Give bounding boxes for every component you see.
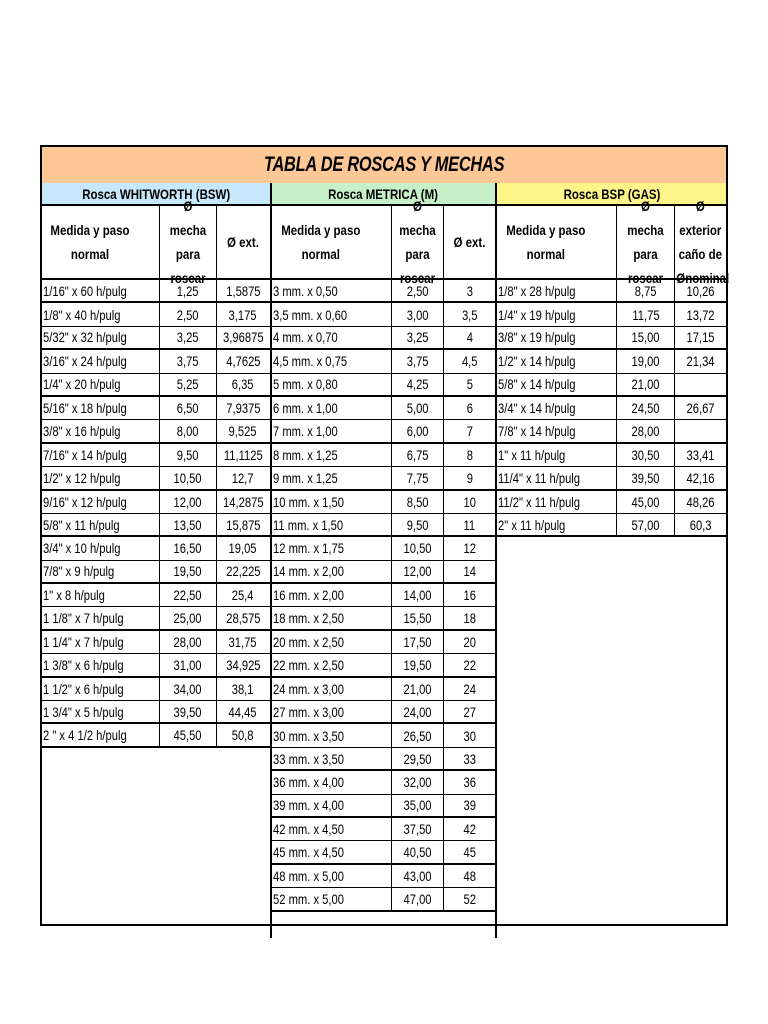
measure-cell: 5/8" x 14 h/pulg xyxy=(497,374,617,395)
drill-cell: 10,50 xyxy=(392,537,444,559)
drill-cell: 32,00 xyxy=(392,771,444,793)
table-row xyxy=(272,654,495,677)
measure-cell: 3/4" x 10 h/pulg xyxy=(42,537,160,559)
drill-cell: 28,00 xyxy=(617,420,675,441)
ext-cell: 11 xyxy=(463,516,476,533)
drill-cell: 57,00 xyxy=(617,514,675,535)
table-row xyxy=(497,420,726,443)
table-row xyxy=(42,327,270,350)
table-row xyxy=(272,280,495,303)
ext-cell: 3,5 xyxy=(461,306,478,323)
table-row xyxy=(42,303,270,326)
drill-cell: 19,50 xyxy=(392,654,444,675)
measure-cell: 30 mm. x 3,50 xyxy=(272,724,392,746)
drill-cell: 9,50 xyxy=(160,444,217,466)
ext-cell: 12,7 xyxy=(232,469,254,486)
drill-cell: 17,50 xyxy=(392,631,444,653)
table-row xyxy=(272,514,495,537)
ext-cell: 27 xyxy=(463,703,476,720)
ext-cell: 10,26 xyxy=(686,282,715,299)
ext-cell: 19,05 xyxy=(228,540,258,557)
ext-cell: 6 xyxy=(466,400,473,417)
ext-cell: 9,525 xyxy=(228,423,258,440)
ext-cell: 1,5875 xyxy=(225,282,261,299)
measure-cell: 33 mm. x 3,50 xyxy=(272,748,392,769)
drill-cell: 6,75 xyxy=(392,444,444,466)
table-row xyxy=(42,280,270,303)
ext-cell: 45 xyxy=(463,844,476,861)
measure-cell: 22 mm. x 2,50 xyxy=(272,654,392,675)
ext-cell xyxy=(675,374,726,395)
table-row xyxy=(497,444,726,467)
drill-cell: 35,00 xyxy=(392,795,444,816)
table-row xyxy=(42,724,270,747)
measure-cell: 3/4" x 14 h/pulg xyxy=(497,397,617,419)
measure-cell: 24 mm. x 3,00 xyxy=(272,678,392,700)
drill-cell: 14,00 xyxy=(392,584,444,606)
drill-cell: 29,50 xyxy=(392,748,444,769)
measure-cell: 16 mm. x 2,00 xyxy=(272,584,392,606)
table-row xyxy=(272,771,495,794)
ext-cell: 4,7625 xyxy=(225,353,261,370)
measure-cell: 3/8" x 16 h/pulg xyxy=(42,420,160,441)
drill-cell: 19,00 xyxy=(617,350,675,372)
ext-cell: 52 xyxy=(463,890,476,907)
measure-cell: 3,5 mm. x 0,60 xyxy=(272,303,392,325)
gas-section xyxy=(495,183,730,938)
ext-cell: 4 xyxy=(466,329,473,346)
drill-cell: 10,50 xyxy=(160,467,217,488)
measure-cell: 3/16" x 24 h/pulg xyxy=(42,350,160,372)
drill-cell: 28,00 xyxy=(160,631,217,653)
col-header-drill: Ø mecha para roscar xyxy=(617,206,675,278)
ext-cell: 5 xyxy=(466,376,473,393)
table-row xyxy=(272,795,495,818)
table-row xyxy=(272,327,495,350)
drill-cell: 40,50 xyxy=(392,841,444,862)
drill-cell: 8,75 xyxy=(617,280,675,301)
measure-cell: 1/2" x 14 h/pulg xyxy=(497,350,617,372)
measure-cell: 1/4" x 20 h/pulg xyxy=(42,374,160,395)
drill-cell: 9,50 xyxy=(392,514,444,535)
drill-cell: 34,00 xyxy=(160,678,217,700)
drill-cell: 12,00 xyxy=(392,561,444,582)
drill-cell: 5,00 xyxy=(392,397,444,419)
ext-cell: 13,72 xyxy=(686,306,715,323)
drill-cell: 13,50 xyxy=(160,514,217,535)
measure-cell: 1/16" x 60 h/pulg xyxy=(42,280,160,301)
table-row xyxy=(42,467,270,490)
measure-cell: 45 mm. x 4,50 xyxy=(272,841,392,862)
ext-cell: 25,4 xyxy=(232,587,254,604)
table-row xyxy=(42,701,270,724)
ext-cell: 26,67 xyxy=(686,400,715,417)
measure-cell: 4,5 mm. x 0,75 xyxy=(272,350,392,372)
drill-cell: 3,25 xyxy=(392,327,444,348)
ext-cell: 3 xyxy=(466,282,473,299)
ext-cell: 44,45 xyxy=(228,703,258,720)
ext-cell: 7 xyxy=(466,423,473,440)
col-header-measure: Medida y paso normal xyxy=(42,206,160,278)
drill-cell: 3,00 xyxy=(392,303,444,325)
drill-cell: 37,50 xyxy=(392,818,444,840)
ext-cell: 14 xyxy=(463,563,476,580)
table-row xyxy=(497,491,726,514)
measure-cell: 7/8" x 9 h/pulg xyxy=(42,561,160,582)
gas-column-headers xyxy=(497,198,730,286)
measure-cell: 3/8" x 19 h/pulg xyxy=(497,327,617,348)
ext-cell: 60,3 xyxy=(689,516,712,533)
ext-cell: 11,1125 xyxy=(223,446,263,463)
measure-cell: 1" x 11 h/pulg xyxy=(497,444,617,466)
ext-cell: 10 xyxy=(463,493,476,510)
measure-cell: 1" x 8 h/pulg xyxy=(42,584,160,606)
table-row xyxy=(272,397,495,420)
table-row xyxy=(272,701,495,724)
table-row xyxy=(272,467,495,490)
measure-cell: 11 mm. x 1,50 xyxy=(272,514,392,535)
table-row xyxy=(272,748,495,771)
drill-cell: 47,00 xyxy=(392,888,444,909)
metric-section xyxy=(270,183,495,938)
drill-cell: 31,00 xyxy=(160,654,217,675)
drill-cell: 22,50 xyxy=(160,584,217,606)
table-row xyxy=(42,678,270,701)
measure-cell: 8 mm. x 1,25 xyxy=(272,444,392,466)
col-header-ext: Ø ext. xyxy=(453,234,486,250)
metric-column-headers xyxy=(272,198,495,286)
drill-cell: 5,25 xyxy=(160,374,217,395)
measure-cell: 5/32" x 32 h/pulg xyxy=(42,327,160,348)
measure-cell: 27 mm. x 3,00 xyxy=(272,701,392,722)
table-row xyxy=(42,514,270,537)
measure-cell: 7/16" x 14 h/pulg xyxy=(42,444,160,466)
drill-cell: 25,00 xyxy=(160,607,217,628)
measure-cell: 5/16" x 18 h/pulg xyxy=(42,397,160,419)
col-header-drill: Ø mecha para roscar xyxy=(160,206,217,278)
measure-cell: 1 1/4" x 7 h/pulg xyxy=(42,631,160,653)
threads-table xyxy=(40,145,728,926)
col-header-measure: Medida y paso normal xyxy=(497,206,617,278)
gas-header: Rosca BSP (GAS) xyxy=(497,183,726,206)
col-header-ext: Ø ext. xyxy=(227,234,259,250)
drill-cell: 21,00 xyxy=(392,678,444,700)
table-row xyxy=(42,654,270,677)
ext-cell: 18 xyxy=(463,610,476,627)
ext-cell: 42,16 xyxy=(686,469,715,486)
table-row xyxy=(42,397,270,420)
measure-cell: 42 mm. x 4,50 xyxy=(272,818,392,840)
measure-cell: 18 mm. x 2,50 xyxy=(272,607,392,628)
table-row xyxy=(272,374,495,397)
drill-cell: 3,75 xyxy=(392,350,444,372)
measure-cell: 39 mm. x 4,00 xyxy=(272,795,392,816)
table-row xyxy=(272,350,495,373)
table-row xyxy=(272,865,495,888)
table-row xyxy=(272,631,495,654)
measure-cell: 1/4" x 19 h/pulg xyxy=(497,303,617,325)
table-row xyxy=(272,888,495,911)
drill-cell: 6,00 xyxy=(392,420,444,441)
table-row xyxy=(272,491,495,514)
table-row xyxy=(497,467,726,490)
drill-cell: 45,50 xyxy=(160,724,217,745)
measure-cell: 52 mm. x 5,00 xyxy=(272,888,392,909)
drill-cell: 2,50 xyxy=(392,280,444,301)
table-row xyxy=(272,841,495,864)
measure-cell: 1/2" x 12 h/pulg xyxy=(42,467,160,488)
ext-cell: 50,8 xyxy=(232,727,254,744)
table-row xyxy=(272,818,495,841)
measure-cell: 9/16" x 12 h/pulg xyxy=(42,491,160,513)
table-row xyxy=(42,444,270,467)
bsw-header: Rosca WHITWORTH (BSW) xyxy=(42,183,270,206)
ext-cell: 33 xyxy=(463,750,476,767)
drill-cell: 26,50 xyxy=(392,724,444,746)
table-row xyxy=(497,514,726,537)
ext-cell: 38,1 xyxy=(232,680,254,697)
measure-cell: 11/4" x 11 h/pulg xyxy=(497,467,617,488)
bsw-section xyxy=(42,183,270,938)
table-row xyxy=(497,397,726,420)
measure-cell: 14 mm. x 2,00 xyxy=(272,561,392,582)
ext-cell: 22,225 xyxy=(225,563,261,580)
table-row xyxy=(272,537,495,560)
ext-cell: 12 xyxy=(463,540,476,557)
measure-cell: 11/2" x 11 h/pulg xyxy=(497,491,617,513)
drill-cell: 3,75 xyxy=(160,350,217,372)
table-row xyxy=(272,444,495,467)
ext-cell: 30 xyxy=(463,727,476,744)
measure-cell: 1 3/8" x 6 h/pulg xyxy=(42,654,160,675)
table-row xyxy=(42,374,270,397)
drill-cell: 8,50 xyxy=(392,491,444,513)
measure-cell: 6 mm. x 1,00 xyxy=(272,397,392,419)
drill-cell: 39,50 xyxy=(617,467,675,488)
table-row xyxy=(272,561,495,584)
ext-cell: 4,5 xyxy=(461,353,478,370)
drill-cell: 3,25 xyxy=(160,327,217,348)
ext-cell: 3,175 xyxy=(228,306,258,323)
ext-cell: 28,575 xyxy=(225,610,261,627)
measure-cell: 36 mm. x 4,00 xyxy=(272,771,392,793)
table-row xyxy=(497,350,726,373)
drill-cell: 2,50 xyxy=(160,303,217,325)
measure-cell: 2 " x 4 1/2 h/pulg xyxy=(42,724,160,745)
ext-cell: 6,35 xyxy=(232,376,254,393)
drill-cell: 24,00 xyxy=(392,701,444,722)
measure-cell: 7 mm. x 1,00 xyxy=(272,420,392,441)
table-row xyxy=(42,491,270,514)
ext-cell: 48,26 xyxy=(686,493,715,510)
measure-cell: 1/8" x 40 h/pulg xyxy=(42,303,160,325)
table-row xyxy=(272,584,495,607)
ext-cell: 16 xyxy=(463,587,476,604)
ext-cell: 7,9375 xyxy=(225,400,261,417)
drill-cell: 8,00 xyxy=(160,420,217,441)
drill-cell: 39,50 xyxy=(160,701,217,722)
ext-cell: 17,15 xyxy=(686,329,715,346)
measure-cell: 7/8" x 14 h/pulg xyxy=(497,420,617,441)
table-row xyxy=(42,607,270,630)
measure-cell: 9 mm. x 1,25 xyxy=(272,467,392,488)
col-header-exterior: Ø exterior caño de Ønominal xyxy=(676,198,730,286)
table-row xyxy=(497,280,726,303)
table-row xyxy=(497,374,726,397)
ext-cell: 20 xyxy=(463,634,476,651)
ext-cell: 14,2875 xyxy=(222,493,264,510)
ext-cell: 34,925 xyxy=(225,656,261,673)
ext-cell: 8 xyxy=(466,446,473,463)
ext-cell: 9 xyxy=(466,469,473,486)
table-row xyxy=(42,584,270,607)
drill-cell: 21,00 xyxy=(617,374,675,395)
ext-cell: 33,41 xyxy=(686,446,715,463)
ext-cell: 21,34 xyxy=(686,353,715,370)
drill-cell: 24,50 xyxy=(617,397,675,419)
drill-cell: 4,25 xyxy=(392,374,444,395)
bsw-column-headers xyxy=(42,198,270,286)
table-row xyxy=(272,303,495,326)
table-row xyxy=(497,327,726,350)
measure-cell: 1 1/8" x 7 h/pulg xyxy=(42,607,160,628)
ext-cell: 24 xyxy=(463,680,476,697)
metric-header: Rosca METRICA (M) xyxy=(272,183,495,206)
table-row xyxy=(272,420,495,443)
col-header-measure: Medida y paso normal xyxy=(272,206,392,278)
drill-cell: 1,25 xyxy=(160,280,217,301)
ext-cell: 48 xyxy=(463,867,476,884)
ext-cell: 15,875 xyxy=(225,516,261,533)
measure-cell: 5/8" x 11 h/pulg xyxy=(42,514,160,535)
ext-cell: 22 xyxy=(463,656,476,673)
ext-cell: 36 xyxy=(463,774,476,791)
measure-cell: 1 1/2" x 6 h/pulg xyxy=(42,678,160,700)
drill-cell: 11,75 xyxy=(617,303,675,325)
table-row xyxy=(42,537,270,560)
drill-cell: 45,00 xyxy=(617,491,675,513)
ext-cell: 39 xyxy=(463,797,476,814)
measure-cell: 12 mm. x 1,75 xyxy=(272,537,392,559)
table-row xyxy=(272,607,495,630)
drill-cell: 7,75 xyxy=(392,467,444,488)
drill-cell: 16,50 xyxy=(160,537,217,559)
table-row xyxy=(497,303,726,326)
measure-cell: 4 mm. x 0,70 xyxy=(272,327,392,348)
table-row xyxy=(272,724,495,747)
drill-cell: 15,50 xyxy=(392,607,444,628)
measure-cell: 20 mm. x 2,50 xyxy=(272,631,392,653)
measure-cell: 5 mm. x 0,80 xyxy=(272,374,392,395)
measure-cell: 1 3/4" x 5 h/pulg xyxy=(42,701,160,722)
table-row xyxy=(42,631,270,654)
drill-cell: 6,50 xyxy=(160,397,217,419)
measure-cell: 48 mm. x 5,00 xyxy=(272,865,392,887)
table-row xyxy=(42,420,270,443)
table-title: TABLA DE ROSCAS Y MECHAS xyxy=(42,147,726,185)
table-row xyxy=(272,678,495,701)
measure-cell: 1/8" x 28 h/pulg xyxy=(497,280,617,301)
ext-cell: 31,75 xyxy=(228,634,258,651)
col-header-drill: Ø mecha para roscar xyxy=(392,206,444,278)
drill-cell: 19,50 xyxy=(160,561,217,582)
measure-cell: 10 mm. x 1,50 xyxy=(272,491,392,513)
ext-cell: 42 xyxy=(463,821,476,838)
ext-cell xyxy=(675,420,726,441)
measure-cell: 3 mm. x 0,50 xyxy=(272,280,392,301)
table-row xyxy=(42,350,270,373)
measure-cell: 2" x 11 h/pulg xyxy=(497,514,617,535)
table-row xyxy=(42,561,270,584)
ext-cell: 3,96875 xyxy=(222,329,264,346)
drill-cell: 12,00 xyxy=(160,491,217,513)
drill-cell: 15,00 xyxy=(617,327,675,348)
drill-cell: 43,00 xyxy=(392,865,444,887)
drill-cell: 30,50 xyxy=(617,444,675,466)
